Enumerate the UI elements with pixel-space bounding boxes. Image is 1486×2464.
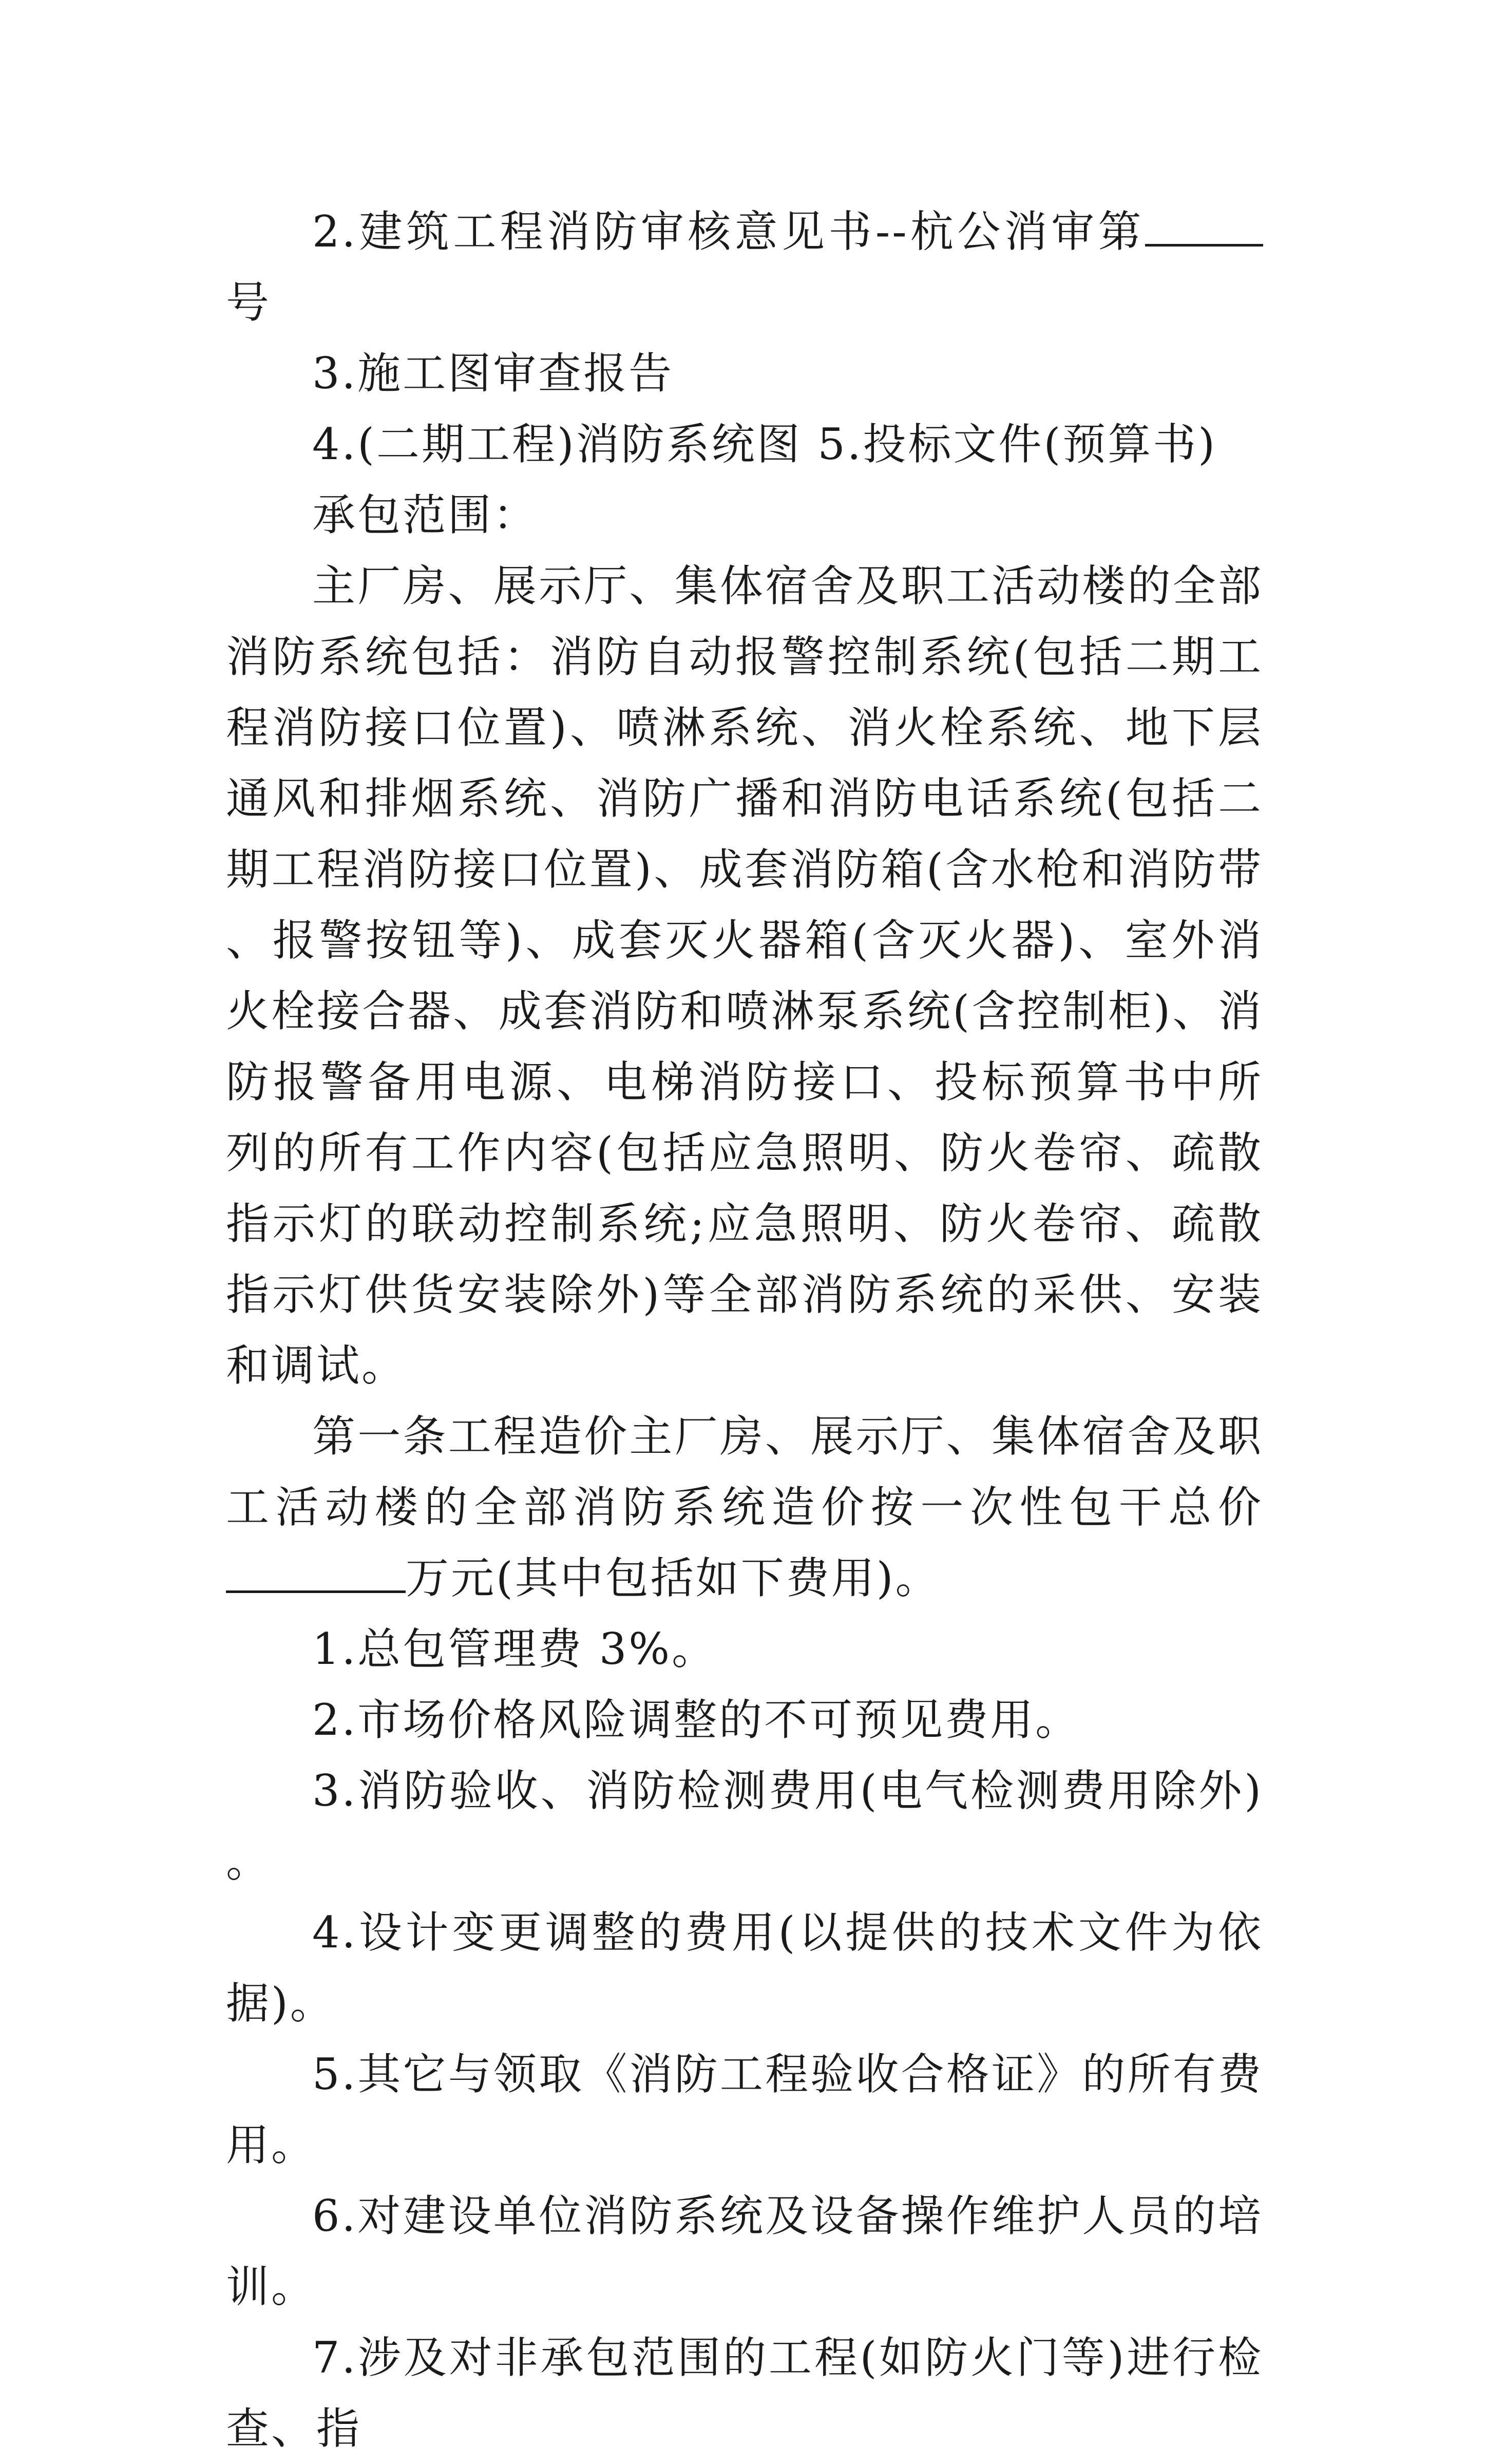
paragraph-fee-item-1: 1.总包管理费 3%。 xyxy=(312,1624,717,1674)
paragraph-fee-item-5: 5.其它与领取《消防工程验收合格证》的所有费用。 xyxy=(226,2049,1263,2170)
paragraph-fee-item-4: 4.设计变更调整的费用(以提供的技术文件为依据)。 xyxy=(226,1907,1263,2029)
paragraph-item-2-review-opinion xyxy=(226,196,1263,338)
paragraph-item-4-5-system-drawing: 4.(二期工程)消防系统图 5.投标文件(预算书) xyxy=(312,419,1217,469)
paragraph-text: 号 xyxy=(226,277,272,328)
paragraph-scope-description: 主厂房、展示厅、集体宿舍及职工活动楼的全部消防系统包括：消防自动报警控制系统(包括二期工程消防接口位置)、喷淋系统、消火栓系统、地下层通风和排烟系统、消防广播和消防电话系统(包括二期工程消防接口位置)、成套消防箱(含水枪和消防带、报警按钮等)、成套灭火器箱(含灭火器)、室外消火栓接合器、成套消防和喷淋泵系统(含控制柜)、消防报警备用电源、电梯消防接口、投标预算书中所列的所有工作内容(包括应急照明、防火卷帘、疏散指示灯的联动控制系统;应急照明、防火卷帘、疏散指示灯供货安装除外)等全部消防系统的采供、安装和调试。 xyxy=(226,561,1263,1391)
paragraph-text: 第一条工程造价主厂房、展示厅、集体宿舍及职工活动楼的全部消防系统造价按一次性包干总价 xyxy=(226,1411,1263,1532)
document-body xyxy=(226,196,1263,2464)
paragraph-fee-item-2: 2.市场价格风险调整的不可预见费用。 xyxy=(312,1695,1081,1745)
paragraph-item-3-drawing-report: 3.施工图审查报告 xyxy=(312,348,674,399)
paragraph-fee-item-3: 3.消防验收、消防检测费用(电气检测费用除外)。 xyxy=(226,1766,1263,1887)
fill-in-blank xyxy=(1145,208,1263,247)
paragraph-text: 万元(其中包括如下费用)。 xyxy=(406,1553,941,1603)
paragraph-text: 2.建筑工程消防审核意见书--杭公消审第 xyxy=(312,206,1145,257)
paragraph-fee-item-7: 7.涉及对非承包范围的工程(如防火门等)进行检查、指 xyxy=(226,2333,1263,2454)
paragraph-scope-heading: 承包范围： xyxy=(312,490,539,540)
paragraph-article-1-cost xyxy=(226,1401,1263,1614)
paragraph-fee-item-6: 6.对建设单位消防系统及设备操作维护人员的培训。 xyxy=(226,2191,1263,2312)
fill-in-blank xyxy=(226,1555,406,1593)
